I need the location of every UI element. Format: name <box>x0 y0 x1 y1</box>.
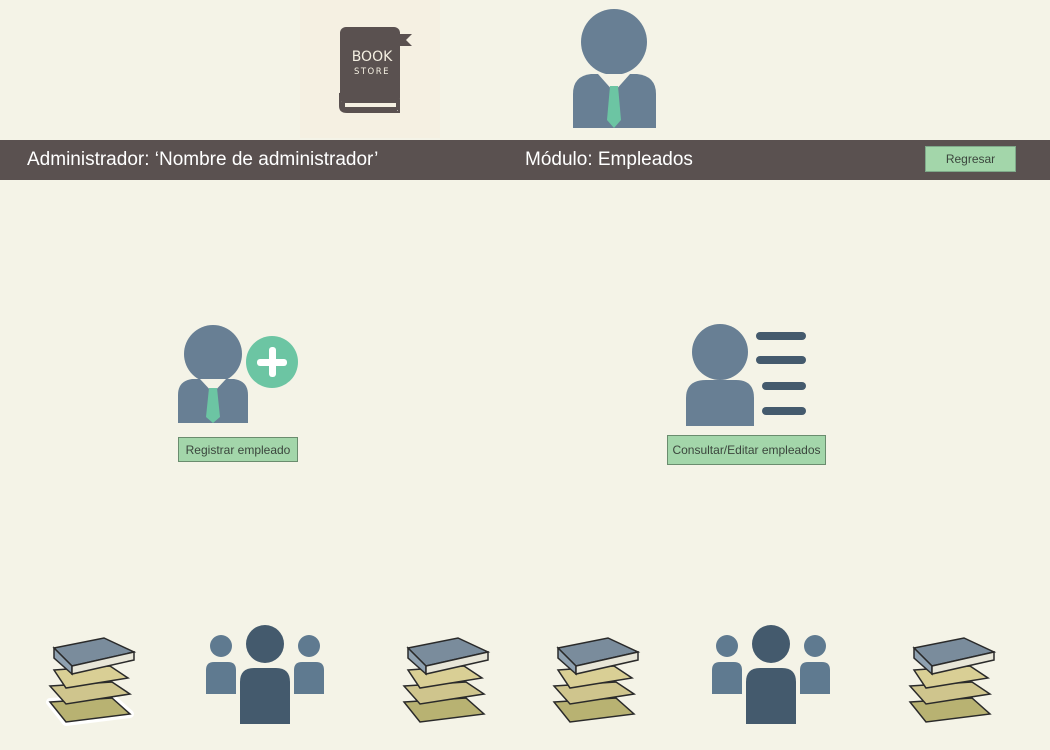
logo-text-book: BOOK <box>351 49 393 65</box>
books-stack-icon <box>904 630 1000 730</box>
add-employee-icon[interactable] <box>176 323 302 425</box>
logo-text-store: STORE <box>353 67 391 77</box>
admin-name-label: Administrador: ‘Nombre de administrador’ <box>27 149 379 170</box>
employee-list-icon[interactable] <box>684 322 810 428</box>
books-stack-icon <box>44 630 140 730</box>
employees-group-icon <box>710 624 832 724</box>
header-bar <box>0 140 1050 180</box>
books-stack-icon <box>548 630 644 730</box>
books-stack-icon <box>398 630 494 730</box>
employees-group-icon <box>204 624 326 724</box>
back-button[interactable]: Regresar <box>925 146 1016 172</box>
module-title: Módulo: Empleados <box>525 149 693 170</box>
register-employee-button[interactable]: Registrar empleado <box>178 437 298 462</box>
consult-employees-button[interactable]: Consultar/Editar empleados <box>667 435 826 465</box>
bookstore-logo <box>300 0 440 138</box>
admin-avatar-icon <box>566 6 662 132</box>
